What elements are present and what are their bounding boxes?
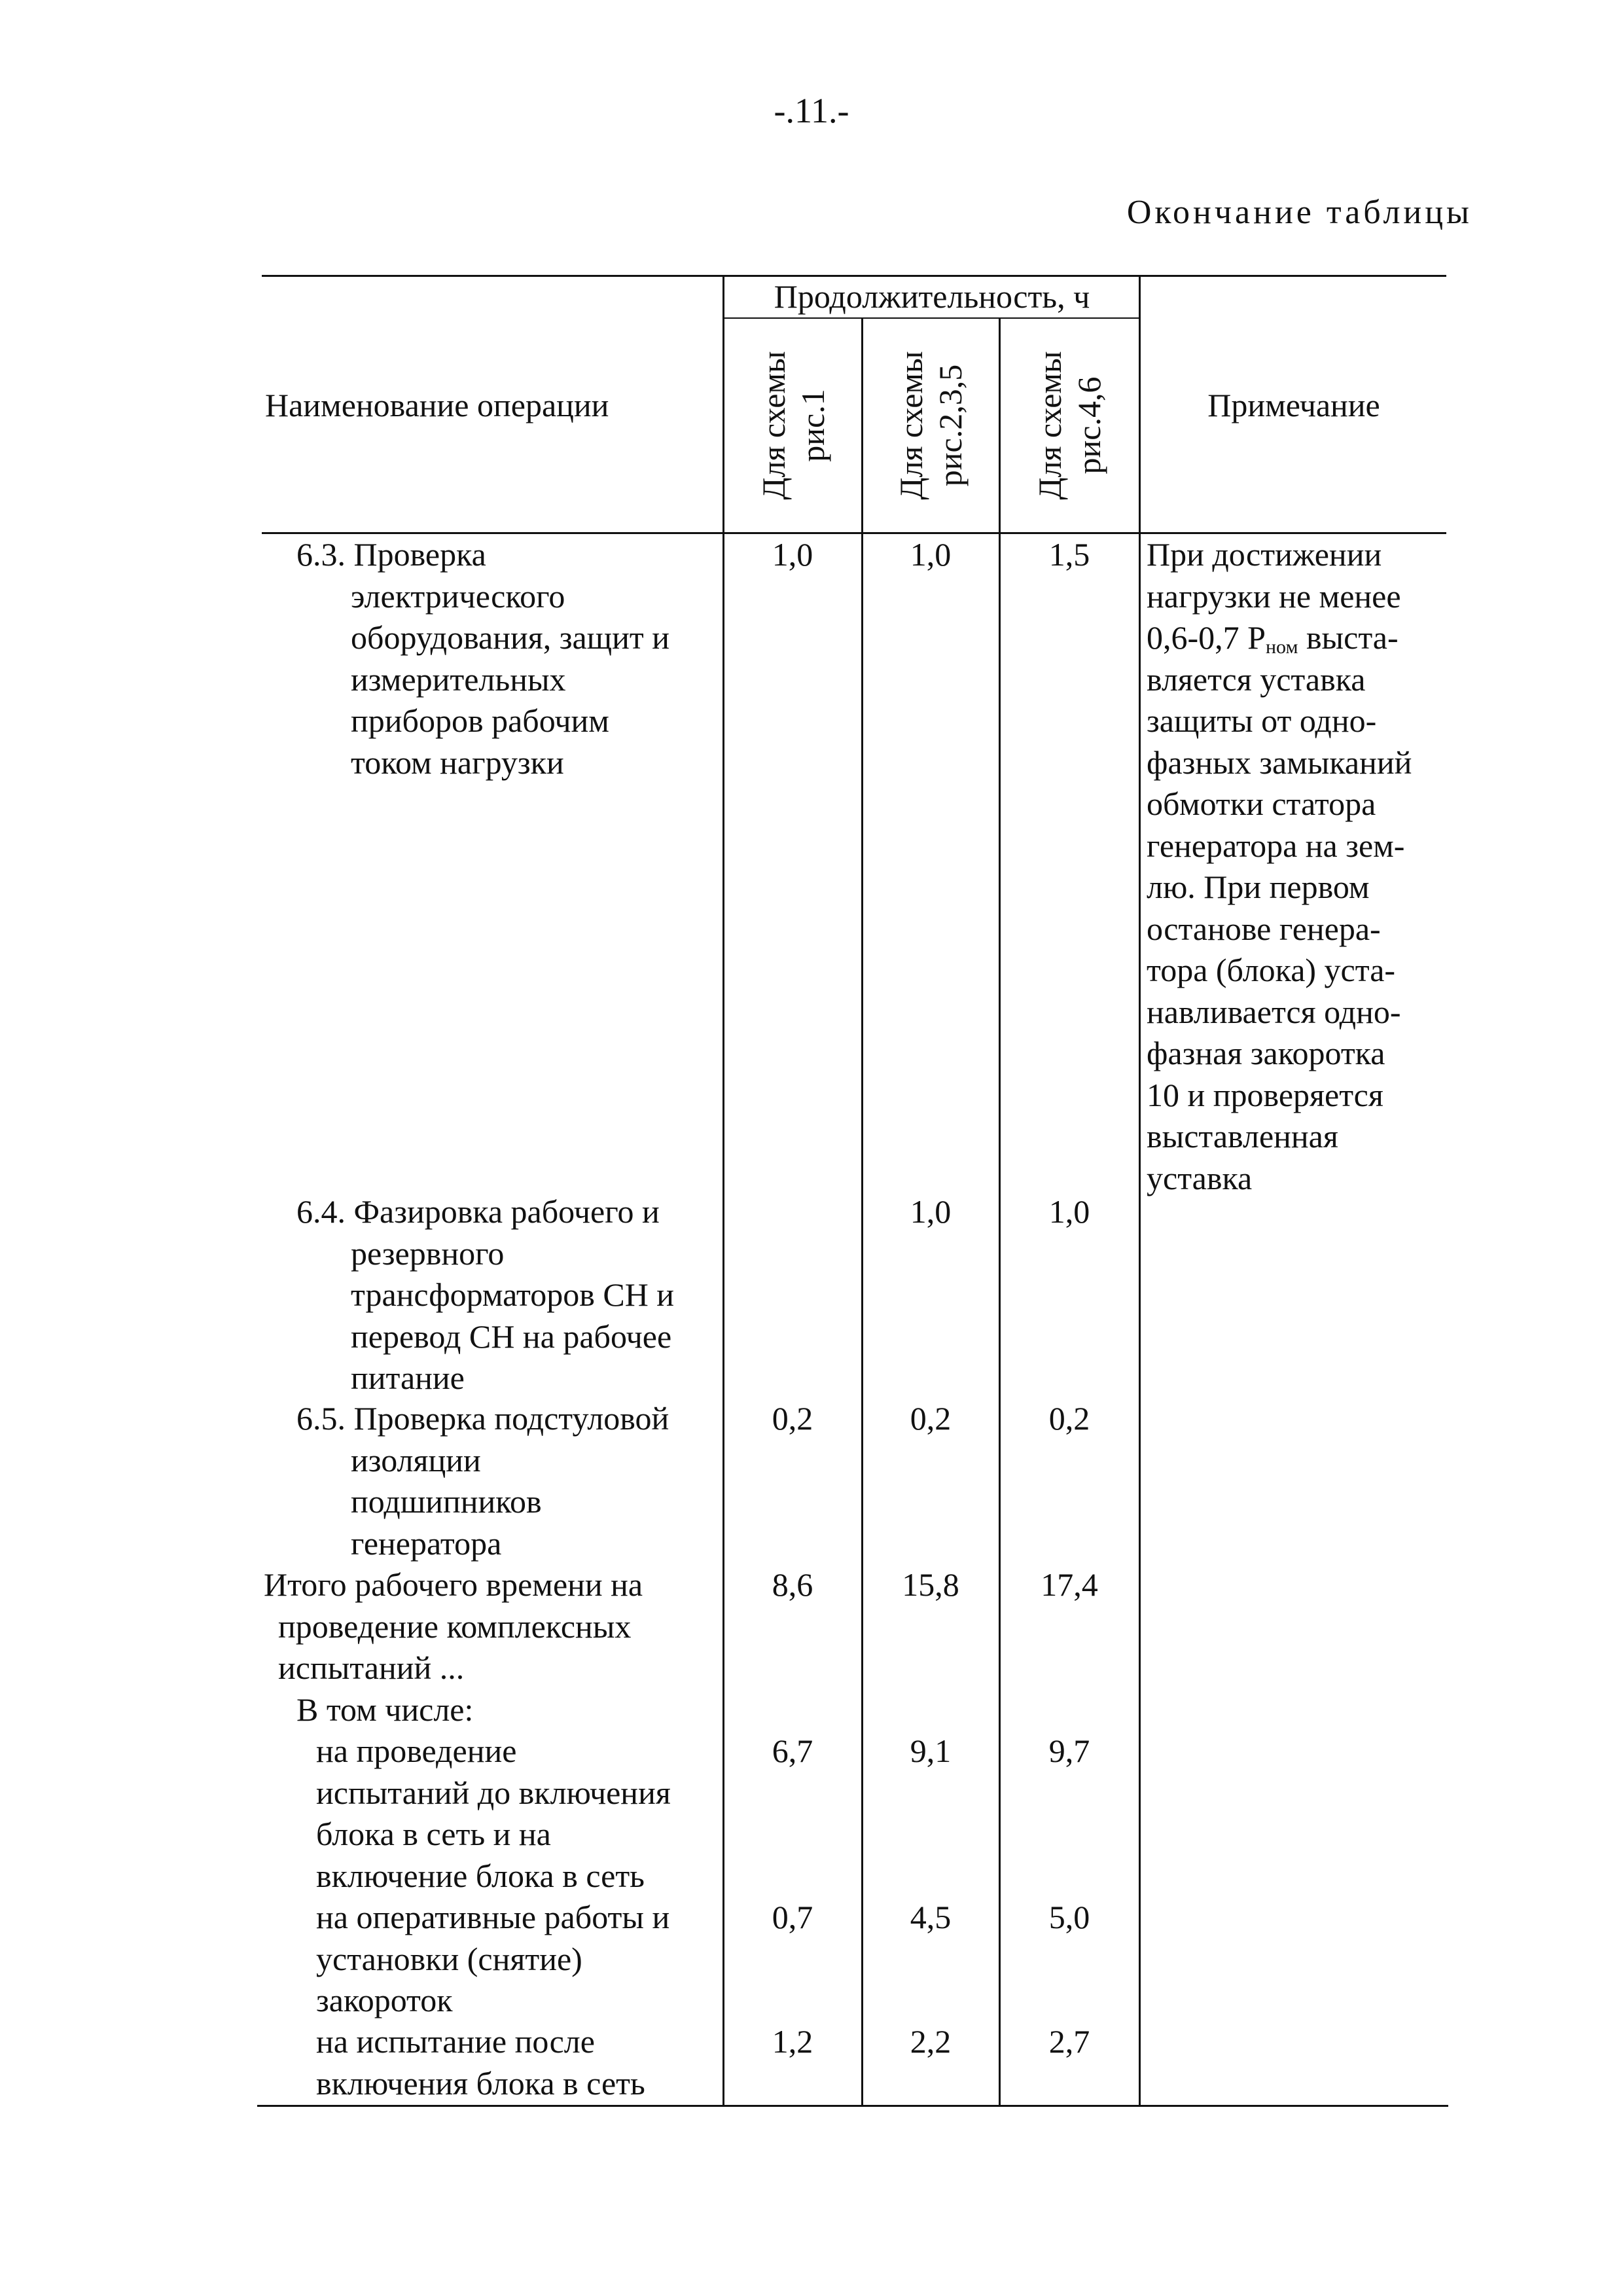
page-number: -.11.- <box>774 91 849 130</box>
value-scheme-3: 9,7 <box>1048 1732 1090 1769</box>
op-name: 6.5. Проверка подстуловой изоляции подшипников генератора <box>296 1400 669 1562</box>
value-scheme-2: 4,5 <box>910 1899 952 1935</box>
header-scheme-2: Для схемы рис.2,3,5 <box>893 351 969 500</box>
header-note: Примечание <box>1207 387 1380 423</box>
header-scheme-1: Для схемы рис.1 <box>755 351 831 500</box>
value-scheme-2: 2,2 <box>910 2023 952 2060</box>
value-scheme-2: 15,8 <box>902 1566 959 1603</box>
value-scheme-3: 5,0 <box>1048 1899 1090 1935</box>
value-scheme-3: 1,0 <box>1048 1193 1090 1230</box>
col-rule-4 <box>1139 276 1141 2106</box>
op-name: 6.4. Фазировка рабочего и резервного трансформаторов СН и перевод СН на рабочее питание <box>296 1193 675 1396</box>
value-scheme-2: 0,2 <box>910 1400 952 1437</box>
op-name: на проведение испытаний до включения блока в сеть и на включение блока в сеть <box>316 1732 671 1894</box>
op-name: Итого рабочего времени на проведение комплексных испытаний ... <box>264 1566 643 1686</box>
table-caption: Окончание таблицы <box>1126 194 1472 231</box>
rule-bottom <box>257 2105 1448 2107</box>
value-scheme-1: 1,2 <box>772 2023 813 2060</box>
header-duration: Продолжительность, ч <box>774 278 1090 315</box>
op-name: на оперативные работы и установки (снятие) закороток <box>316 1899 670 2018</box>
value-scheme-1: 8,6 <box>772 1566 813 1603</box>
op-name: на испытание после включения блока в сеть <box>316 2023 645 2102</box>
value-scheme-2: 9,1 <box>910 1732 952 1769</box>
value-scheme-1: 0,7 <box>772 1899 813 1935</box>
header-scheme-3: Для схемы рис.4,6 <box>1031 351 1107 500</box>
value-scheme-2: 1,0 <box>910 536 952 573</box>
op-name: 6.3. Проверка электрического оборудования, защит и измерительных приборов рабочим током нагрузки <box>296 536 670 781</box>
value-scheme-3: 17,4 <box>1041 1566 1098 1603</box>
value-scheme-2: 1,0 <box>910 1193 952 1230</box>
value-scheme-1: 6,7 <box>772 1732 813 1769</box>
including-label: В том числе: <box>296 1691 474 1728</box>
value-scheme-3: 1,5 <box>1048 536 1090 573</box>
value-scheme-1: 1,0 <box>772 536 813 573</box>
value-scheme-3: 0,2 <box>1048 1400 1090 1437</box>
value-scheme-3: 2,7 <box>1048 2023 1090 2060</box>
note-text: При достижении нагрузки не менее 0,6-0,7 $P_{ном}$ выста- вляется уставка защиты от одно- фазных замыканий обмотки статора генератора на зем- лю. При первом останове генера- тора (блока) уста- навливается одно- фазная закоротка 10 и проверяется выставленная уставка <box>1147 536 1412 1196</box>
value-scheme-1: 0,2 <box>772 1400 813 1437</box>
header-name: Наименование операции <box>265 387 609 423</box>
